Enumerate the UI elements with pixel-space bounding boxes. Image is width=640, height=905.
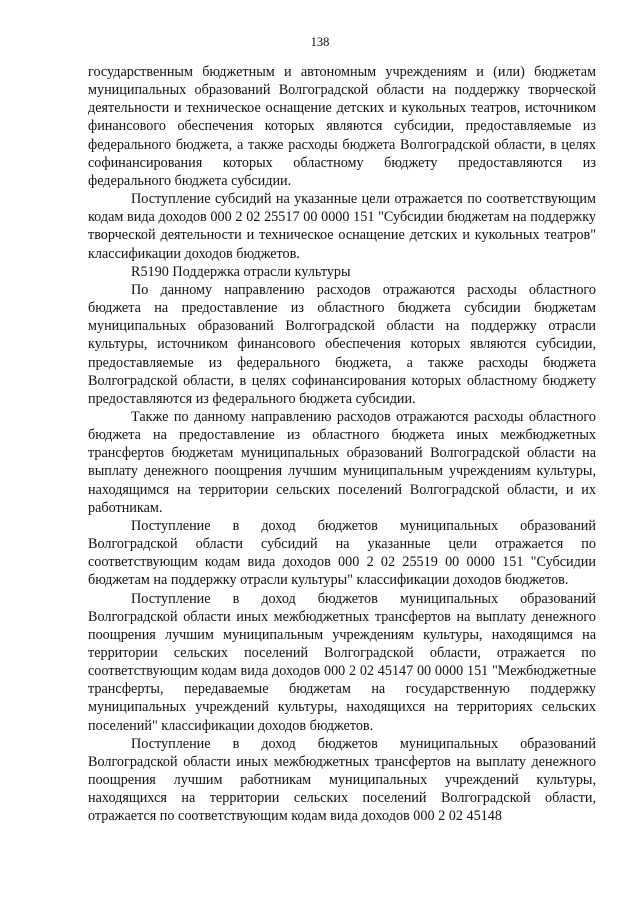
section-heading-r5190: R5190 Поддержка отрасли культуры	[131, 263, 351, 280]
paragraph-expense-direction: По данному направлению расходов отражаются расходы областного бюджета на предоставление из областного бюджета субсидии бюджетам муниципальных образований Волгоградской области на поддержку отрасли культуры, источником финансового обеспечения которых являются субсидии, предоставляемые из федерального бюджета, а также расходы бюджета Волгоградской области, в целях софинансирования которых областному бюджету предоставляются из федерального бюджета субсидии.	[88, 281, 596, 407]
paragraph-subsidy-receipt-culture: Поступление в доход бюджетов муниципальных образований Волгоградской области субсидий на указанные цели отражается по соответствующим кодам вида доходов 000 2 02 25519 00 0000 151 "Субсидии бюджетам на поддержку отрасли культуры" классификации доходов бюджетов.	[88, 517, 596, 589]
paragraph-transfer-receipt-workers: Поступление в доход бюджетов муниципальных образований Волгоградской области иных межбюджетных трансфертов на выплату денежного поощрения лучшим работникам муниципальных учреждений культуры, находящихся на территории сельских поселений Волгоградской области, отражается по соответствующим кодам вида доходов 000 2 02 45148	[88, 735, 596, 825]
document-body	[88, 63, 596, 826]
paragraph-transfer-receipt-institutions: Поступление в доход бюджетов муниципальных образований Волгоградской области иных межбюджетных трансфертов на выплату денежного поощрения лучшим муниципальным учреждениям культуры, находящимся на территории сельских поселений Волгоградской области, отражается по соответствующим кодам вида доходов 000 2 02 45147 00 0000 151 "Межбюджетные трансферты, передаваемые бюджетам на государственную поддержку муниципальных учреждений культуры, находящихся на территориях сельских поселений" классификации доходов бюджетов.	[88, 590, 596, 734]
page-number: 138	[310, 35, 330, 49]
paragraph-subsidy-receipt-theatres: Поступление субсидий на указанные цели отражается по соответствующим кодам вида доходов 000 2 02 25517 00 0000 151 "Субсидии бюджетам на поддержку творческой деятельности и техническое оснащение детских и кукольных театров" классификации доходов бюджетов.	[88, 191, 596, 262]
paragraph-continued: государственным бюджетным и автономным учреждениям и (или) бюджетам муниципальных образований Волгоградской области на поддержку творческой деятельности и техническое оснащение детских и кукольных театров, источником финансового обеспечения которых являются субсидии, предоставляемые из федерального бюджета, а также расходы бюджета Волгоградской области, в целях софинансирования которых областному бюджету предоставляются из федерального бюджета субсидии.	[88, 64, 596, 189]
paragraph-interbudget-transfers: Также по данному направлению расходов отражаются расходы областного бюджета на предоставление из областного бюджета иных межбюджетных трансфертов бюджетам муниципальных образований Волгоградской области на выплату денежного поощрения лучшим муниципальным учреждениям культуры, находящимся на территории сельских поселений Волгоградской области, и их работникам.	[88, 408, 596, 516]
